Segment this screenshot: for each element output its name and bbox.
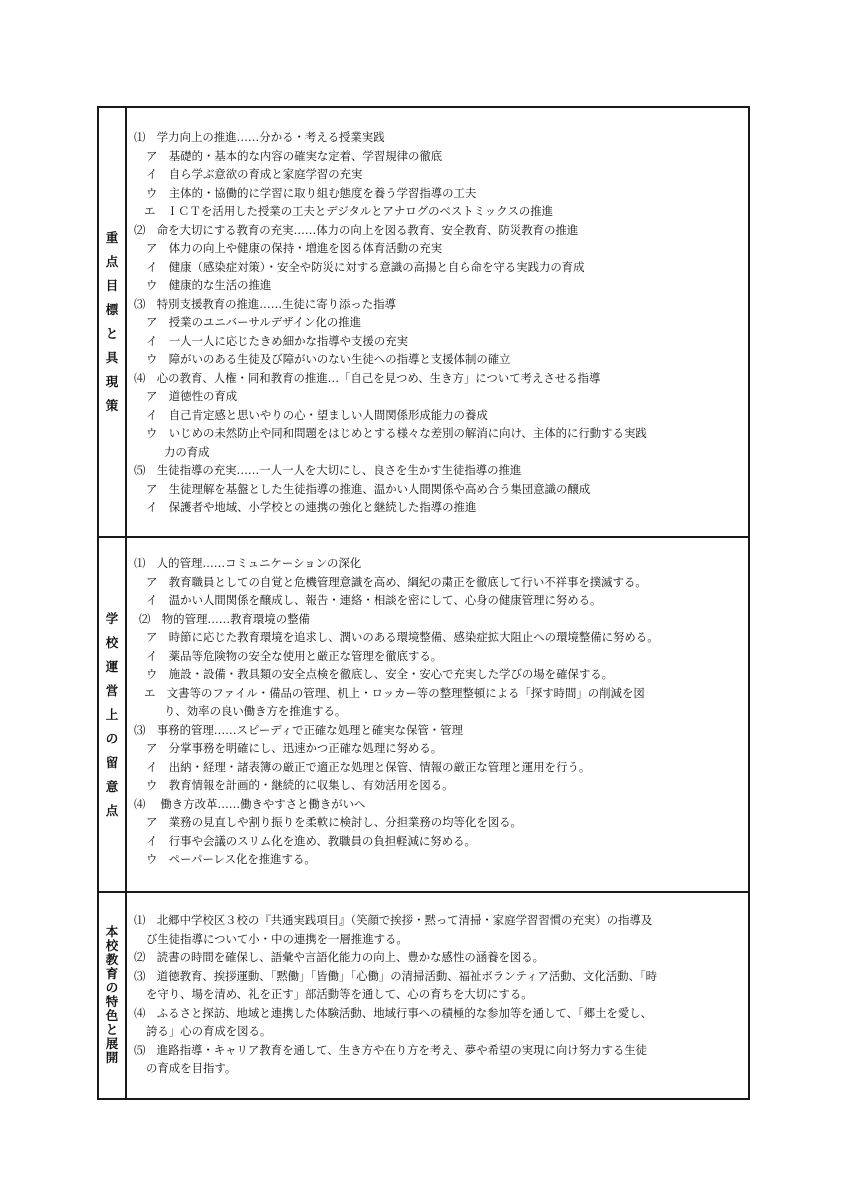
text-line: ⑷ ふるさと探訪、地域と連携した体験活動、地域行事への積極的な参加等を通して、「郷土を愛し、: [134, 1005, 653, 1020]
text-line: ウ 教育情報を計画的・継続的に収集し、有効活用を図る。: [146, 778, 454, 792]
text-line: イ 行事や会議のスリム化を進め、教職員の負担軽減に努める。: [146, 833, 476, 848]
heading-char: と: [105, 1022, 119, 1037]
heading-char: の: [105, 980, 119, 995]
text-line: 力の育成: [164, 444, 210, 459]
text-line: ウ いじめの未然防止や同和問題をはじめとする様々な差別の解消に向け、主体的に行動する実践: [146, 426, 647, 440]
text-line: ア 体力の向上や健康の保持・増進を図る体育活動の充実: [146, 241, 443, 255]
text-line: ⑴ 人的管理……コミュニケーションの深化: [134, 556, 362, 570]
text-line: イ 健康（感染症対策）・安全や防災に対する意識の高揚と自ら命を守る実践力の育成: [146, 259, 585, 274]
text-line: ウ 施設・設備・教具類の安全点検を徹底し、安全・安心で充実した学びの場を確保する。: [146, 667, 614, 681]
section-heading-cell: [98, 892, 126, 1099]
text-line: ウ 障がいのある生徒及び障がいのない生徒への指導と支援体制の確立: [146, 352, 511, 366]
text-line: ⑵ 命を大切にする教育の充実……体力の向上を図る教育、安全教育、防災教育の推進: [134, 222, 579, 237]
heading-char: 特: [105, 994, 119, 1009]
section-heading-focus-goals: [106, 221, 119, 423]
section-heading-cell: [98, 107, 126, 537]
heading-char: 営: [105, 682, 119, 698]
heading-char: の: [105, 730, 119, 746]
heading-char: 策: [105, 398, 119, 413]
text-line: エ ＩＣＴを活用した授業の工夫とデジタルとアナログのベストミックスの推進: [144, 204, 554, 218]
text-line: イ 薬品等危険物の安全な使用と厳正な管理を徹底する。: [146, 648, 443, 663]
heading-char: 上: [105, 706, 119, 722]
document-table: [97, 106, 750, 1100]
text-line: の育成を目指す。: [146, 1061, 237, 1075]
heading-char: 教: [105, 952, 119, 967]
text-line: ⑵ 読書の時間を確保し、語彙や言語化能力の向上、豊かな感性の涵養を図る。: [134, 950, 545, 964]
section-body-cell: [126, 107, 749, 537]
heading-char: 運: [105, 658, 119, 674]
heading-char: 現: [105, 374, 119, 389]
heading-char: 目: [105, 278, 119, 293]
text-line: ウ 主体的・協働的に学習に取り組む態度を養う学習指導の工夫: [146, 185, 477, 200]
heading-char: 点: [105, 254, 119, 269]
text-line: イ 保護者や地域、小学校との連携の強化と継続した指導の推進: [146, 500, 477, 514]
text-line: ⑸ 生徒指導の充実……一人一人を大切にし、良さを生かす生徒指導の推進: [134, 463, 522, 477]
text-line: ⑴ 北郷中学校区３校の『共通実践項目』（笑顔で挨拶・黙って清掃・家庭学習習慣の充実）の指導及: [134, 913, 653, 927]
section-body-school-management: [127, 538, 748, 891]
text-line: イ 自己肯定感と思いやりの心・望ましい人間関係形成能力の養成: [146, 407, 488, 422]
text-line: イ 温かい人間関係を醸成し、報告・連絡・相談を密にして、心身の健康管理に努める。: [146, 593, 602, 607]
text-line: ウ 健康的な生活の推進: [146, 278, 272, 292]
heading-char: 校: [105, 938, 119, 953]
heading-char: 学: [105, 610, 119, 626]
section-body-focus-goals: [127, 108, 748, 536]
section-heading-cell: [98, 537, 126, 892]
heading-char: 具: [105, 350, 119, 365]
text-line: ア 時節に応じた教育環境を追求し、潤いのある環境整備、感染症拡大阻止への環境整備に努める。: [146, 630, 659, 644]
heading-char: 点: [105, 802, 119, 818]
text-line: ア 業務の見直しや割り振りを柔軟に検討し、分担業務の均等化を図る。: [146, 815, 522, 829]
text-line: エ 文書等のファイル・備品の管理、机上・ロッカー等の整理整頓による「探す時間」の削減を図: [144, 685, 645, 700]
text-line: ⑷ 働き方改革……働きやすさと働きがいへ: [134, 796, 366, 811]
text-line: ⑴ 学力向上の推進……分かる・考える授業実践: [134, 130, 385, 144]
text-line: び生徒指導について小・中の連携を一層推進する。: [146, 931, 408, 946]
heading-char: 留: [105, 754, 119, 770]
text-line: イ 出納・経理・諸表簿の厳正で適正な処理と保管、情報の厳正な管理と運用を行う。: [146, 759, 591, 774]
text-line: ア 基礎的・基本的な内容の確実な定着、学習規律の徹底: [146, 148, 443, 163]
text-line: ⑶ 特別支援教育の推進……生徒に寄り添った指導: [134, 296, 396, 311]
text-line: ⑶ 道徳教育、挨拶運動、「黙働」「皆働」「心働」の清掃活動、福祉ボランティア活動、文化活動、「時: [134, 968, 658, 983]
text-line: イ 一人一人に応じたきめ細かな指導や支援の充実: [146, 333, 408, 348]
text-line: り、効率の良い働き方を推進する。: [164, 704, 347, 718]
section-heading-school-management: [106, 602, 119, 828]
heading-char: と: [105, 326, 119, 341]
text-line: ア 生徒理解を基盤とした生徒指導の推進、温かい人間関係や高め合う集団意識の醸成: [146, 481, 591, 496]
heading-char: 意: [105, 778, 119, 794]
text-line: ⑶ 事務的管理……スピーディで正確な処理と確実な保管・管理: [134, 722, 463, 737]
text-line: 誇る」心の育成を図る。: [146, 1024, 272, 1038]
section-body-school-features: [127, 893, 748, 1098]
heading-char: 標: [105, 302, 119, 317]
heading-char: 育: [105, 966, 119, 981]
text-line: ⑵ 物的管理……教育環境の整備: [139, 611, 310, 626]
section-row-focus: [98, 107, 749, 537]
heading-char: 校: [105, 634, 119, 650]
text-line: ア 教育職員としての自覚と危機管理意識を高め、綱紀の粛正を徹底して行い不祥事を撲滅する。: [146, 574, 647, 589]
section-row-features: [98, 892, 749, 1099]
text-line: ア 道徳性の育成: [146, 389, 238, 403]
section-heading-school-features: [106, 925, 119, 1065]
section-body-cell: [126, 892, 749, 1099]
text-line: ⑷ 心の教育、人権・同和教育の推進…「自己を見つめ、生き方」について考えさせる指導: [134, 370, 601, 385]
section-row-management: [98, 537, 749, 892]
heading-char: 展: [105, 1036, 119, 1051]
text-line: イ 自ら学ぶ意欲の育成と家庭学習の充実: [146, 167, 363, 181]
text-line: ⑸ 進路指導・キャリア教育を通して、生き方や在り方を考え、夢や希望の実現に向け努力する生徒: [134, 1042, 648, 1057]
text-line: を守り、場を清め、礼を正す」部活動等を通して、心の育ちを大切にする。: [146, 987, 533, 1001]
heading-char: 開: [105, 1050, 119, 1065]
section-body-cell: [126, 537, 749, 892]
heading-char: 色: [105, 1008, 119, 1023]
text-line: ウ ペーパーレス化を推進する。: [146, 852, 316, 866]
heading-char: 本: [105, 924, 119, 939]
text-line: ア 授業のユニバーサルデザイン化の推進: [146, 315, 362, 329]
heading-char: 重: [105, 230, 119, 245]
text-line: ア 分掌事務を明確にし、迅速かつ正確な処理に努める。: [146, 741, 443, 755]
